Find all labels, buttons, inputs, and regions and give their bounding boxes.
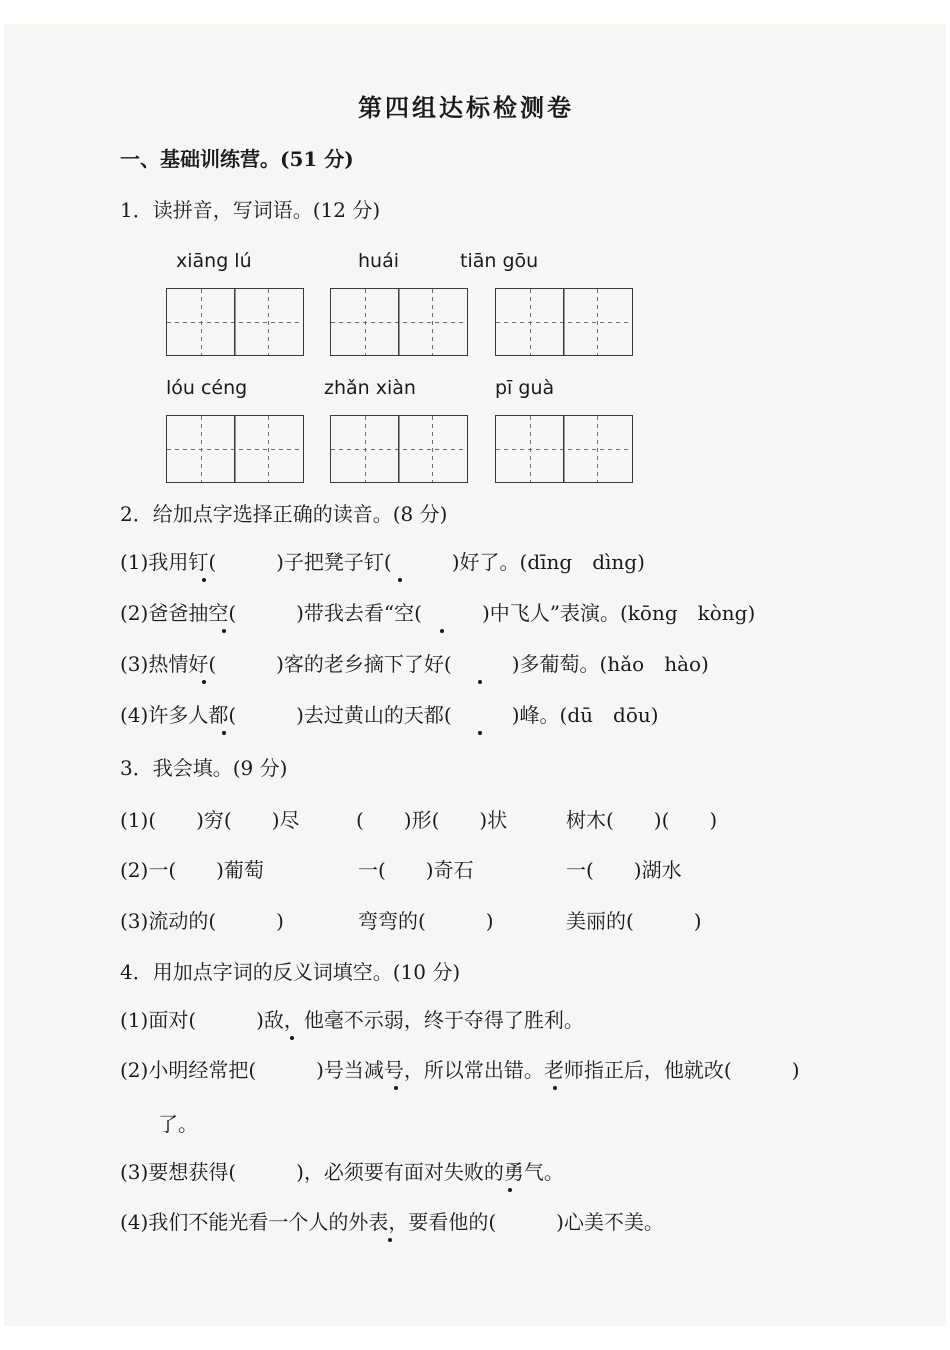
writing-grid-box[interactable]: [330, 288, 468, 356]
pinyin-prompt: huái: [358, 250, 400, 272]
emphasis-dot: [478, 731, 482, 735]
question-line: (1)我用钉( )子把凳子钉( )好了。(dīng dìng): [120, 550, 645, 574]
fill-blank-item: ( )形( )状: [356, 808, 508, 832]
fill-blank-item: 一( )湖水: [566, 858, 682, 882]
question-line: (4)我们不能光看一个人的外表，要看他的( )心美不美。: [120, 1210, 664, 1234]
fill-blank-item: (2)一( )葡萄: [120, 858, 264, 882]
writing-grid-box[interactable]: [495, 288, 633, 356]
fill-blank-item: 一( )奇石: [358, 858, 474, 882]
emphasis-dot: [202, 680, 206, 684]
emphasis-dot: [398, 578, 402, 582]
question-line: (3)热情好( )客的老乡摘下了好( )多葡萄。(hǎo hào): [120, 652, 709, 676]
emphasis-dot: [553, 1086, 557, 1090]
fill-blank-item: 树木( )( ): [566, 808, 718, 832]
pinyin-prompt: xiāng lú: [176, 250, 252, 272]
question-2-heading: 2．给加点字选择正确的读音。(8 分): [120, 502, 448, 526]
question-line: (2)小明经常把( )号当减号，所以常出错。老师指正后，他就改( ): [120, 1058, 800, 1082]
writing-grid-box[interactable]: [495, 415, 633, 483]
emphasis-dot: [222, 629, 226, 633]
emphasis-dot: [388, 1238, 392, 1242]
emphasis-dot: [290, 1036, 294, 1040]
emphasis-dot: [440, 629, 444, 633]
fill-blank-item: 弯弯的( ): [358, 909, 494, 933]
emphasis-dot: [394, 1086, 398, 1090]
emphasis-dot: [222, 731, 226, 735]
question-3-heading: 3．我会填。(9 分): [120, 756, 288, 780]
emphasis-dot: [202, 578, 206, 582]
emphasis-dot: [478, 680, 482, 684]
fill-blank-item: (3)流动的( ): [120, 909, 284, 933]
page-title: 第四组达标检测卷: [358, 93, 574, 122]
question-4-heading: 4．用加点字词的反义词填空。(10 分): [120, 960, 461, 984]
question-line: (2)爸爸抽空( )带我去看“空( )中飞人”表演。(kōng kòng): [120, 601, 756, 625]
question-line: (1)面对( )敌，他毫不示弱，终于夺得了胜利。: [120, 1008, 584, 1032]
fill-blank-item: 美丽的( ): [566, 909, 702, 933]
writing-grid-box[interactable]: [330, 415, 468, 483]
pinyin-prompt: zhǎn xiàn: [324, 377, 416, 399]
pinyin-prompt: lóu céng: [166, 377, 248, 399]
emphasis-dot: [508, 1188, 512, 1192]
question-line: (4)许多人都( )去过黄山的天都( )峰。(dū dōu): [120, 703, 659, 727]
pinyin-prompt: pī guà: [495, 377, 555, 399]
question-line: 了。: [158, 1112, 198, 1136]
question-line: (3)要想获得( )，必须要有面对失败的勇气。: [120, 1160, 564, 1184]
pinyin-prompt: tiān gōu: [460, 250, 539, 272]
fill-blank-item: (1)( )穷( )尽: [120, 808, 300, 832]
writing-grid-box[interactable]: [166, 415, 304, 483]
writing-grid-box[interactable]: [166, 288, 304, 356]
section-heading: 一、基础训练营。(51 分): [120, 147, 354, 171]
question-1-heading: 1．读拼音，写词语。(12 分): [120, 198, 381, 222]
